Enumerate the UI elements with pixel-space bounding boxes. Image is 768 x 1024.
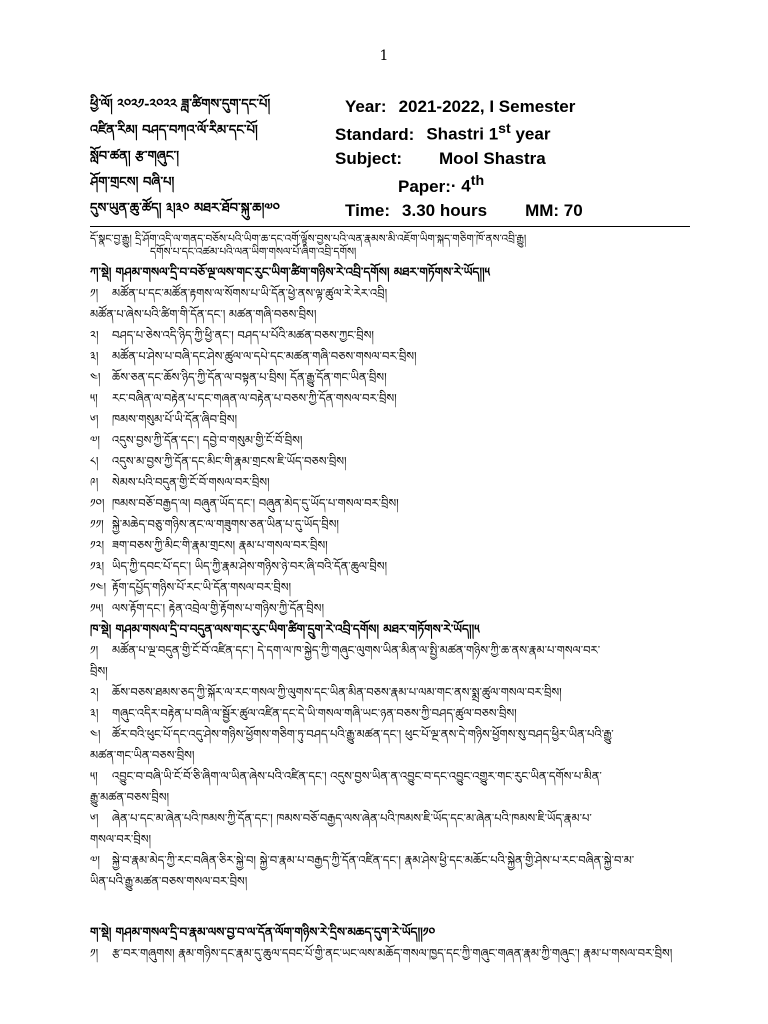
question-text: འདུས་མ་བྱས་ཀྱི་དོན་དང་མིང་གི་རྣམ་གྲངས་ཇི་ཡོད་བཅས་བྲིས།	[112, 454, 347, 468]
question-item	[90, 430, 690, 451]
question-item	[90, 556, 690, 577]
header-tibetan-subject: སློབ་ཚན། རྩ་གཞུང་།	[90, 148, 180, 164]
question-number: ༡༡།	[90, 517, 104, 531]
question-item	[90, 367, 690, 388]
question-number: ༣།	[90, 349, 99, 363]
question-continuation	[90, 787, 690, 808]
question-content	[90, 262, 690, 964]
question-text: བྲིས།	[90, 664, 108, 678]
question-text: སྐྱེ་མཆེད་བཅུ་གཉིས་ནང་ལ་གཟུགས་ཅན་ཡིན་པ་དུ་ཡོད་བྲིས།	[112, 517, 339, 531]
question-item	[90, 598, 690, 619]
paper-label: Paper:	[398, 176, 451, 196]
question-number: ༡།	[90, 946, 99, 960]
question-text: སྐྱེ་བ་རྣམ་མེད་ཀྱི་རང་བཞིན་ཅིར་སྐྱེ་བ། སྐྱེ་བ་རྣམ་པ་བརྒྱད་ཀྱི་དོན་འཛིན་དང་། རྣམ་ཤེས་ཕྱི་དང་མཆོང་པའི་སྐྱེན་གྱི་ཤེས་པ་རང་བཞིན་སྐྱེ་བ་མ་	[112, 853, 635, 867]
question-text: འདུས་བྱས་ཀྱི་དོན་དང་། དབྱེ་བ་གསུམ་གྱི་ངོ་བོ་བྲིས།	[112, 433, 303, 447]
question-item	[90, 493, 690, 514]
note-line-1: དོ་སྣང་བྱ་རྒྱུ། དྲི་ཤོག་འདི་ལ་གནད་བཅོས་པའི་ཡིག་ཆ་དང་འགོ་ལྟོས་བྱས་པའི་ལན་རྣམས་མི་འཇོག་ཡིག་སྐད་གཅིག་ཁོ་ནས་འབྲི་རྒྱུ།	[90, 233, 527, 245]
question-text: རང་བཞིན་ལ་བརྟེན་པ་དང་གཞན་ལ་བརྟེན་པ་བཅས་ཀྱི་དོན་གསལ་བར་བྲིས།	[112, 391, 397, 405]
header-english-year	[345, 97, 575, 117]
year-label: Year:	[345, 97, 387, 116]
question-text: གསལ་བར་བྲིས།	[90, 832, 152, 846]
question-text: མཚོན་པ་ཞེས་པའི་ཚིག་གི་དོན་དང་། མཚན་གཞི་བཅས་བྲིས།	[90, 307, 317, 321]
subject-label: Subject:	[335, 149, 403, 168]
question-item	[90, 766, 690, 787]
question-number: ༢།	[90, 685, 99, 699]
section-spacer	[90, 892, 690, 922]
question-text: ཁམས་གསུམ་པོ་ཡི་དོན་ཞིབ་བྲིས།	[112, 412, 238, 426]
question-number: ༡༣།	[90, 559, 105, 573]
header-english-subject	[335, 149, 546, 169]
note-line-2: དགོས་པ་དང་འཚམ་པའི་ལན་ཡིག་གསལ་པོ་ཞིག་འབྲི་དགོས།	[150, 246, 357, 258]
section-heading: ཀ་སྡེ། གཤམ་གསལ་དྲི་བ་བཅོ་ལྔ་ལས་གང་རུང་ཡིག་ཚིག་གཉིས་རེ་འབྲི་དགོས། མཐར་གཏོགས་རེ་ཡོད།།༥	[90, 265, 491, 279]
standard-superscript: st	[498, 121, 511, 138]
question-continuation	[90, 661, 690, 682]
paper-superscript: th	[470, 173, 485, 190]
question-number: ༡༠།	[90, 496, 105, 510]
question-text: རྟོག་དཔྱོད་གཉིས་པོ་རང་ཡི་དོན་གསལ་བར་བྲིས།	[112, 580, 292, 594]
header-english-time	[345, 201, 583, 221]
question-text: མཚོན་པ་ཤེས་པ་བཞི་དང་ཤེས་ཚུལ་ལ་དཔེ་དང་མཚན་གཞི་བཅས་གསལ་བར་བྲིས།	[112, 349, 417, 363]
question-number: ༨།	[90, 454, 99, 468]
question-number: ༧།	[90, 433, 100, 447]
question-number: ༡༢།	[90, 538, 105, 552]
paper-value: · 4	[450, 176, 471, 196]
header-row-time	[90, 198, 690, 224]
page-number: 1	[379, 48, 389, 64]
max-marks: MM: 70	[525, 201, 583, 220]
subject-value: Mool Shastra	[439, 149, 546, 168]
question-item	[90, 682, 690, 703]
question-continuation	[90, 871, 690, 892]
question-number: ༥།	[90, 391, 98, 405]
question-text: ཟག་བཅས་ཀྱི་མིང་གི་རྣམ་གྲངས། རྣམ་པ་གསལ་བར་བྲིས།	[112, 538, 328, 552]
question-item	[90, 346, 690, 367]
question-text: བཤད་པ་ཅེས་འདི་ཉིད་ཀྱི་ཕྱི་ནང་། བཤད་པ་པོའི་མཚན་བཅས་ཀྱང་བྲིས།	[112, 328, 374, 342]
header-english-standard	[335, 121, 550, 145]
question-item	[90, 325, 690, 346]
question-text: གཞུང་འདིར་བརྟེན་པ་བཞི་ལ་སྦྱོར་ཚུལ་འཛིན་དང་དེ་ཡི་གསལ་གཞི་ཡང་ཉན་བཅས་ཀྱི་བཤད་ཚུལ་བཅས་བྲིས།	[112, 706, 517, 720]
question-number: ༦།	[90, 811, 99, 825]
question-item	[90, 850, 690, 871]
time-value: 3.30 hours	[402, 201, 488, 220]
question-number: ༤།	[90, 727, 101, 741]
question-number: ༢།	[90, 328, 99, 342]
question-number: ༧།	[90, 853, 100, 867]
header-tibetan-paper: ཤོག་གྲངས། བཞི་པ།	[90, 174, 175, 190]
question-text: མཚོན་པ་ལྔ་བདུན་གྱི་ངོ་བོ་འཛིན་དང་། དེ་དག་ལ་ཁ་སྐྱེད་ཀྱི་གཞུང་ལུགས་ཡིན་མིན་ལ་སྤྱི་མཚན་གཉིས་ཀྱི་ཆ་ནས་རྣམ་པ་གསལ་བར་	[112, 643, 601, 657]
question-text: ཁམས་བཅོ་བརྒྱད་ལ། བཞུན་ཡོད་དང་། བཞུན་མེད་དུ་ཡོད་པ་གསལ་བར་བྲིས།	[112, 496, 399, 510]
question-text: སེམས་པའི་བདུན་གྱི་ངོ་བོ་གསལ་བར་བྲིས།	[112, 475, 270, 489]
question-text: ཚོར་བའི་ཕུང་པོ་དང་འདུ་ཤེས་གཉིས་ཕྱོགས་གཅིག་ཏུ་བཤད་པའི་རྒྱུ་མཚན་དང་། ཕུང་པོ་ལྔ་ནས་དེ་གཉིས་ཕྱོགས་སུ་བཤད་ཕྱིར་ཡིན་པའི་རྒྱུ་	[112, 727, 614, 741]
question-number: ༩།	[90, 475, 99, 489]
question-item	[90, 943, 690, 964]
exam-header	[90, 94, 690, 224]
question-item	[90, 283, 690, 304]
question-number: ༡༤།	[90, 580, 107, 594]
question-item	[90, 724, 690, 745]
question-text: ཡིད་ཀྱི་དབང་པོ་དང་། ཡིད་ཀྱི་རྣམ་ཤེས་གཉིས་ཉེ་བར་ཞི་བའི་དོན་ཆུལ་བྲིས།	[112, 559, 388, 573]
question-item	[90, 808, 690, 829]
question-continuation	[90, 304, 690, 325]
time-label: Time:	[345, 201, 391, 220]
question-text: ཆོས་བཅས་ཐམས་ཅད་ཀྱི་སྐོར་ལ་རང་གསལ་ཀྱི་ལུགས་དང་ཡིན་མིན་བཅས་རྣམ་པ་ལམ་གང་ནས་སྨྲ་ཚུལ་གསལ་བར་བྲིས།	[112, 685, 562, 699]
standard-value-suffix: year	[510, 124, 551, 144]
question-text: འབྱུང་བ་བཞི་ཡི་ངོ་བོ་ཅི་ཞིག་ལ་ཡིན་ཞེས་པའི་འཛིན་དང་། འདུས་བྱས་ཡིན་ན་འབྱུང་བ་དང་འབྱུང་འགྱུར་གང་རུང་ཡིན་དགོས་པ་མིན་	[112, 769, 602, 783]
question-item	[90, 409, 690, 430]
question-text: ཞེན་པ་དང་མ་ཞེན་པའི་ཁམས་ཀྱི་དོན་དང་། ཁམས་བཅོ་བརྒྱད་ལས་ཞེན་པའི་ཁམས་ཇི་ཡོད་དང་མ་ཞེན་པའི་ཁམས་ཇི་ཡོད་རྣམ་པ་	[112, 811, 592, 825]
question-item	[90, 703, 690, 724]
header-tibetan-year: ཕྱི་ལོ། ༢༠༢༡-༢༠༢༢ ཟླ་ཚིགས་དུག་དང་པོ།	[90, 96, 271, 112]
question-continuation	[90, 745, 690, 766]
question-item	[90, 388, 690, 409]
question-item	[90, 577, 690, 598]
question-text: མཚན་གང་ཡིན་བཅས་བྲིས།	[90, 748, 195, 762]
year-value: 2021-2022, I Semester	[398, 97, 576, 116]
header-tibetan-time: དུས་ཡུན་ཆུ་ཚོད། ༣།༣༠ མཐར་ཐོབ་སྐུ་ཆ།༧༠	[90, 200, 280, 216]
question-item	[90, 472, 690, 493]
question-number: ༤།	[90, 370, 101, 384]
question-number: ༥།	[90, 769, 98, 783]
question-text: ཡིན་པའི་རྒྱུ་མཚན་བཅས་གསལ་བར་བྲིས།	[90, 874, 248, 888]
instruction-note	[90, 226, 690, 259]
question-text: ལས་རྟོག་དང་། རྟེན་འབྲེལ་གྱི་རྟོགས་པ་གཉིས་ཀྱི་དོན་བྲིས།	[112, 601, 324, 615]
question-number: ༣།	[90, 706, 99, 720]
question-text: མཚོན་པ་དང་མཚོན་རྟགས་ལ་སོགས་པ་ཡི་དོན་ཕྱེ་ནས་ལྟ་ཚུལ་རེ་རེར་འབྲི།	[112, 286, 388, 300]
section-heading: ག་སྡེ། གཤམ་གསལ་དྲི་བ་རྣམ་ལས་བྱ་བ་ལ་དོན་ལོག་གཉིས་རེ་དྲིས་མཆད་དུག་རེ་ཡོད།།༡༠	[90, 925, 436, 939]
question-text: རྒྱུ་མཚན་བཅས་བྲིས།	[90, 790, 170, 804]
question-item	[90, 535, 690, 556]
section-heading: ཁ་སྡེ། གཤམ་གསལ་དྲི་བ་བདུན་ལས་གང་རུང་ཡིག་ཚིག་དྲུག་རེ་འབྲི་དགོས། མཐར་གཏོགས་རེ་ཡོད།།༥	[90, 622, 480, 636]
question-text: རྩ་བར་གཞུགས། རྣམ་གཉིས་དང་རྣམ་དུ་ཆུལ་དབང་པོ་གྱི་ནང་ཡང་ལས་མཆོད་གསལ་ཁྱད་དང་ཀྱི་གཞུང་གཞན་རྣམ་ཀྱི་གཞུང་། རྣམ་པ་གསལ་བར་བྲིས།	[112, 946, 673, 960]
question-number: ༡༥།	[90, 601, 104, 615]
question-number: ༦།	[90, 412, 99, 426]
question-text: ཆོས་ཅན་དང་ཆོས་ཉིད་ཀྱི་དོན་ལ་བསྟན་པ་བྲིས། དོན་རྒྱུ་དོན་གང་ཡིན་བྲིས།	[112, 370, 387, 384]
standard-value: Shastri 1	[426, 124, 499, 144]
question-continuation	[90, 829, 690, 850]
header-tibetan-standard: འཛིན་རིམ། བཤད་བཀའ་ལོ་རིམ་དང་པོ།	[90, 122, 258, 138]
question-number: ༡།	[90, 286, 99, 300]
standard-label: Standard:	[335, 124, 415, 144]
question-number: ༡།	[90, 643, 99, 657]
question-item	[90, 451, 690, 472]
header-english-paper	[398, 173, 484, 197]
question-item	[90, 640, 690, 661]
question-item	[90, 514, 690, 535]
